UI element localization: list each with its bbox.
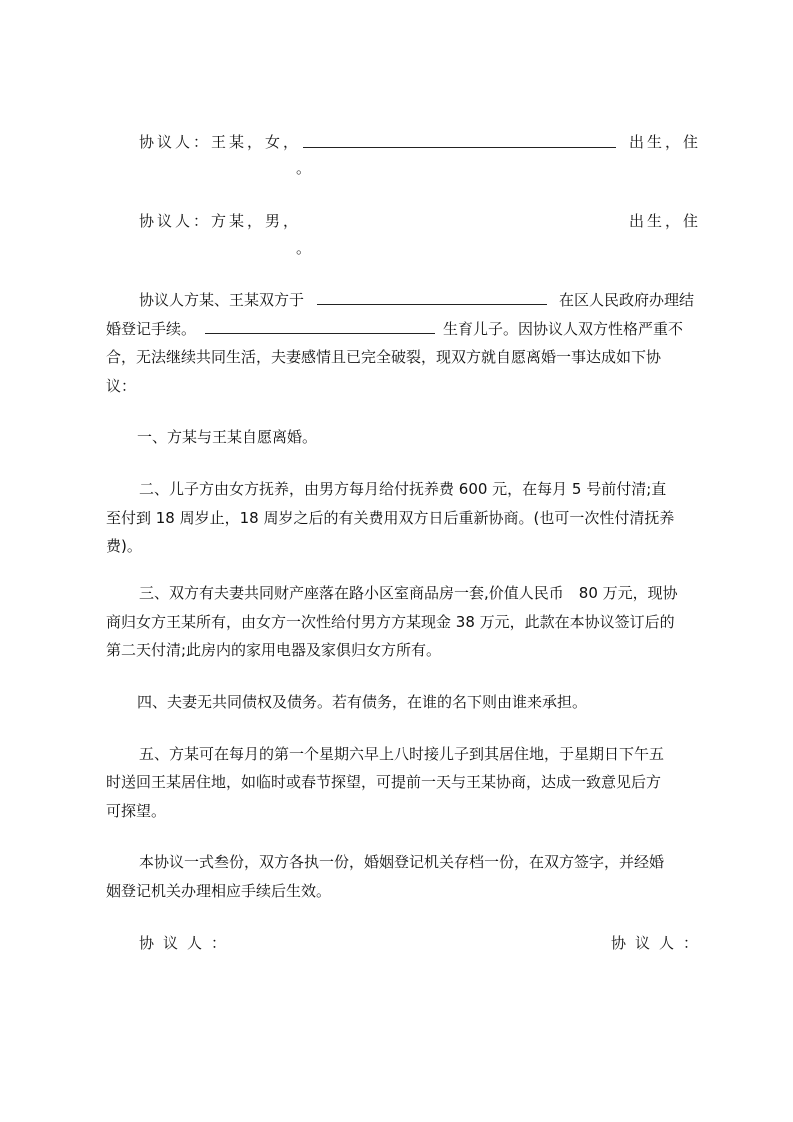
clause-5-line-3: 可探望。 — [106, 802, 167, 820]
intro-line-1 — [139, 290, 304, 310]
intro-part4: 生育儿子。因协议人双方性格严重不 — [443, 320, 684, 338]
clause-4: 四、夫妻无共同债权及债务。若有债务，在谁的名下则由谁来承担。 — [137, 693, 588, 711]
party1-label: 协议人：王某，女， — [139, 133, 302, 151]
clause-3-line-2: 商归女方王某所有，由女方一次性给付男方方某现金 38 万元，此款在本协议签订后的 — [106, 613, 675, 631]
clause-2-line-3: 费)。 — [106, 537, 142, 555]
signature-right: 协议人： — [611, 934, 708, 952]
clause-1: 一、方某与王某自愿离婚。 — [137, 428, 318, 446]
party1-line — [139, 132, 301, 152]
clause-3-line-3: 第二天付清;此房内的家用电器及家俱归女方所有。 — [106, 641, 442, 659]
clause-3-line-1: 三、双方有夫妻共同财产座落在路小区室商品房一套,价值人民币 80 万元，现协 — [139, 584, 678, 602]
party1-birth-blank — [303, 133, 616, 148]
party2-birth-suffix: 出生，住 — [629, 212, 702, 230]
intro-part1: 协议人方某、王某双方于 — [139, 291, 305, 309]
birth-date-blank — [205, 319, 435, 334]
intro-part3: 婚登记手续。 — [106, 320, 197, 338]
intro-part6: 议： — [106, 377, 137, 395]
clause-5-line-1: 五、方某可在每月的第一个星期六早上八时接儿子到其居住地，于星期日下午五 — [139, 745, 665, 763]
clause-5-line-2: 时送回王某居住地，如临时或春节探望，可提前一天与王某协商，达成一致意见后方 — [106, 773, 662, 791]
clause-2-line-1: 二、儿子方由女方抚养，由男方每月给付抚养费 600 元，在每月 5 号前付清;直 — [139, 480, 667, 498]
signature-left: 协议人： — [139, 934, 236, 952]
intro-part2: 在区人民政府办理结 — [559, 291, 695, 309]
closing-line-1: 本协议一式叁份，双方各执一份，婚姻登记机关存档一份，在双方签字，并经婚 — [139, 853, 665, 871]
party2-line — [139, 211, 301, 231]
clause-2-line-2: 至付到 18 周岁止，18 周岁之后的有关费用双方日后重新协商。(也可一次性付清抚养 — [106, 509, 675, 527]
closing-line-2: 姻登记机关办理相应手续后生效。 — [106, 882, 332, 900]
marriage-date-blank — [317, 290, 547, 305]
party2-address-end: 。 — [296, 239, 312, 257]
party2-label: 协议人：方某，男， — [139, 212, 302, 230]
party1-address-end: 。 — [296, 159, 312, 177]
intro-part5: 合，无法继续共同生活，夫妻感情且已完全破裂，现双方就自愿离婚一事达成如下协 — [106, 348, 662, 366]
party1-birth-suffix: 出生，住 — [629, 133, 702, 151]
